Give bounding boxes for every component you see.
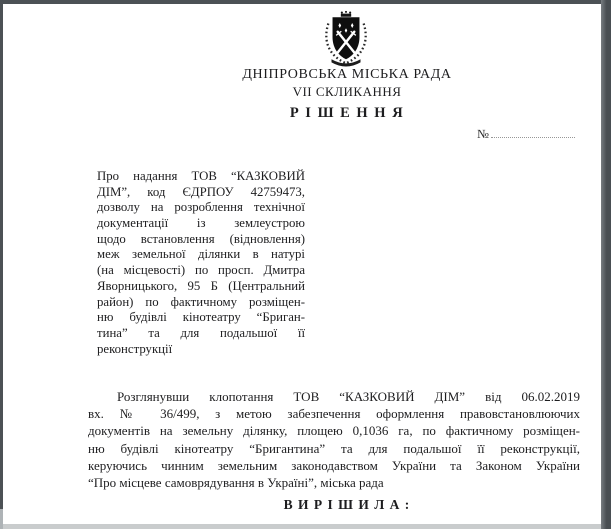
subject-line: меж земельної ділянки в натурі [97,247,305,262]
page-edge-left [0,0,3,509]
page-edge-bottom [3,524,601,529]
document-type-title: Р І Ш Е Н Н Я [289,105,405,121]
convocation: VII СКЛИКАННЯ [292,84,402,99]
document-header [87,67,607,122]
preamble-line: ню будівлі кінотеатру “Бригантина” та для подальшої її реконструкції, [88,440,580,456]
number-blank-line [491,126,575,138]
decision-preamble [88,388,580,491]
page-edge-top [0,0,611,4]
subject-line: реконструкції [97,341,173,356]
subject-line: (на місцевості) по просп. Дмитра [97,263,305,278]
dnipro-coat-of-arms-icon [314,10,378,67]
subject-line: ДІМ”, код ЄДРПОУ 42759473, [97,184,305,199]
subject-line: щодо встановлення (відновлення) [97,231,305,246]
preamble-line: керуючись чинним земельним законодавством України та Законом України [88,457,580,473]
council-name: ДНІПРОВСЬКА МІСЬКА РАДА [242,67,452,82]
subject-line: Яворницького, 95 Б (Центральний [97,278,305,293]
subject-line: ню будівлі кінотеатру “Бриган- [97,310,305,325]
preamble-line: документів на земельну ділянку, площею 0,1036 га, по фактичному розміщен- [88,423,580,439]
resolved-heading: В И Р І Ш И Л А : [283,497,411,512]
subject-line: район) по фактичному розміщен- [97,294,305,309]
subject-line: Про надання ТОВ “КАЗКОВИЙ [97,169,305,183]
subject-line: тина” та для подальшої її [97,325,305,340]
preamble-line: “Про місцеве самоврядування в Україні”, міська рада [88,474,384,490]
document-number-line [477,126,575,142]
subject-line: дозволу на розроблення технічної [97,200,305,215]
number-sign: № [477,127,489,141]
preamble-line: Розглянувши клопотання ТОВ “КАЗКОВИЙ ДІМ” від 06.02.2019 [117,389,580,404]
subject-line: документації із землеустрою [97,216,305,231]
preamble-line: вх. № 36/499, з метою забезпечення оформлення правовстановлюючих [88,406,580,422]
decision-subject-block [97,169,305,357]
